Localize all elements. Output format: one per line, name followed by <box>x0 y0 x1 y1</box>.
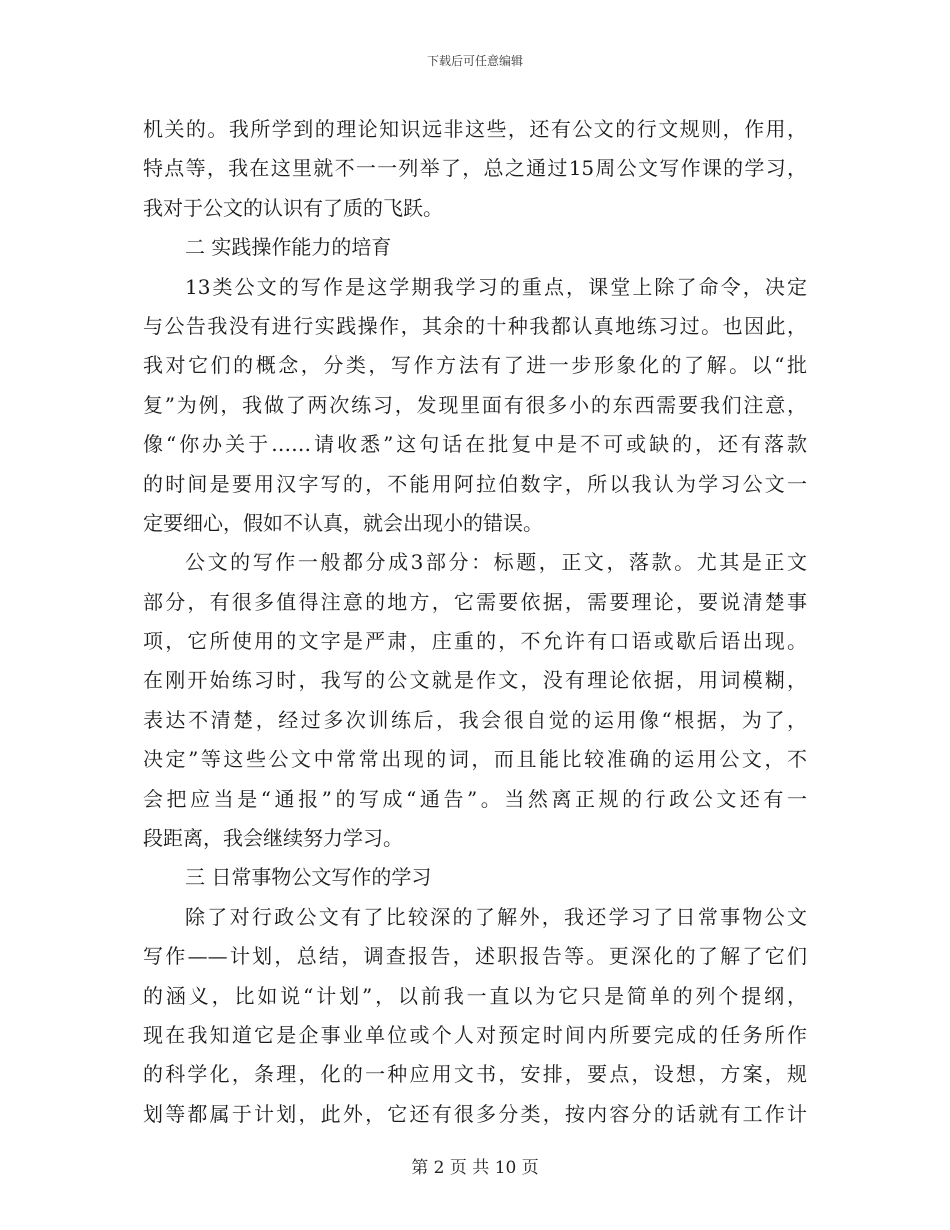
text-line: 表达不清楚，经过多次训练后，我会很自觉的运用像“根据，为了， <box>143 707 807 732</box>
text-line: 与公告我没有进行实践操作，其余的十种我都认真地练习过。也因此， <box>143 313 807 338</box>
text-line: 划等都属于计划，此外，它还有很多分类，按内容分的话就有工作计 <box>143 1101 807 1126</box>
text-line: 会把应当是“通报”的写成“通告”。当然离正规的行政公文还有一 <box>143 786 807 811</box>
text-line: 段距离，我会继续努力学习。 <box>143 826 403 851</box>
text-line: 写作——计划，总结，调查报告，述职报告等。更深化的了解了它们 <box>143 944 807 969</box>
text-line: 像“你办关于……请收悉”这句话在批复中是不可或缺的，还有落款 <box>143 432 807 457</box>
text-line: 特点等，我在这里就不一一列举了，总之通过15周公文写作课的学习， <box>143 156 807 181</box>
text-line: 现在我知道它是企事业单位或个人对预定时间内所要完成的任务所作 <box>143 1022 807 1047</box>
text-line: 的时间是要用汉字写的，不能用阿拉伯数字，所以我认为学习公文一 <box>143 471 807 496</box>
document-body <box>143 110 807 1134</box>
text-line: 二 实践操作能力的培育 <box>185 235 392 260</box>
page-footer: 第 2 页 共 10 页 <box>411 1158 539 1178</box>
text-line: 13类公文的写作是这学期我学习的重点，课堂上除了命令，决定 <box>185 274 807 299</box>
text-line: 机关的。我所学到的理论知识远非这些，还有公文的行文规则，作用， <box>143 117 807 141</box>
text-line: 项，它所使用的文字是严肃，庄重的，不允许有口语或歇后语出现。 <box>143 629 807 654</box>
text-line: 公文的写作一般都分成3部分：标题，正文，落款。尤其是正文 <box>185 550 807 575</box>
page-header: 下载后可任意编辑 <box>426 54 523 68</box>
text-line: 部分，有很多值得注意的地方，它需要依据，需要理论，要说清楚事 <box>143 589 807 614</box>
text-line: 我对它们的概念，分类，写作方法有了进一步形象化的了解。以“批 <box>143 353 807 378</box>
text-line: 决定”等这些公文中常常出现的词，而且能比较准确的运用公文，不 <box>143 747 807 772</box>
text-line: 在刚开始练习时，我写的公文就是作文，没有理论依据，用词模糊， <box>143 668 807 693</box>
text-line: 定要细心，假如不认真，就会出现小的错误。 <box>143 510 543 535</box>
text-line: 我对于公文的认识有了质的飞跃。 <box>143 195 443 220</box>
text-line: 复”为例，我做了两次练习，发现里面有很多小的东西需要我们注意， <box>143 392 807 417</box>
text-line: 除了对行政公文有了比较深的了解外，我还学习了日常事物公文 <box>185 904 807 929</box>
text-line: 三 日常事物公文写作的学习 <box>185 865 432 890</box>
text-line: 的涵义，比如说“计划”，以前我一直以为它只是简单的列个提纲， <box>143 983 807 1008</box>
text-line: 的科学化，条理，化的一种应用文书，安排，要点，设想，方案，规 <box>143 1062 807 1087</box>
